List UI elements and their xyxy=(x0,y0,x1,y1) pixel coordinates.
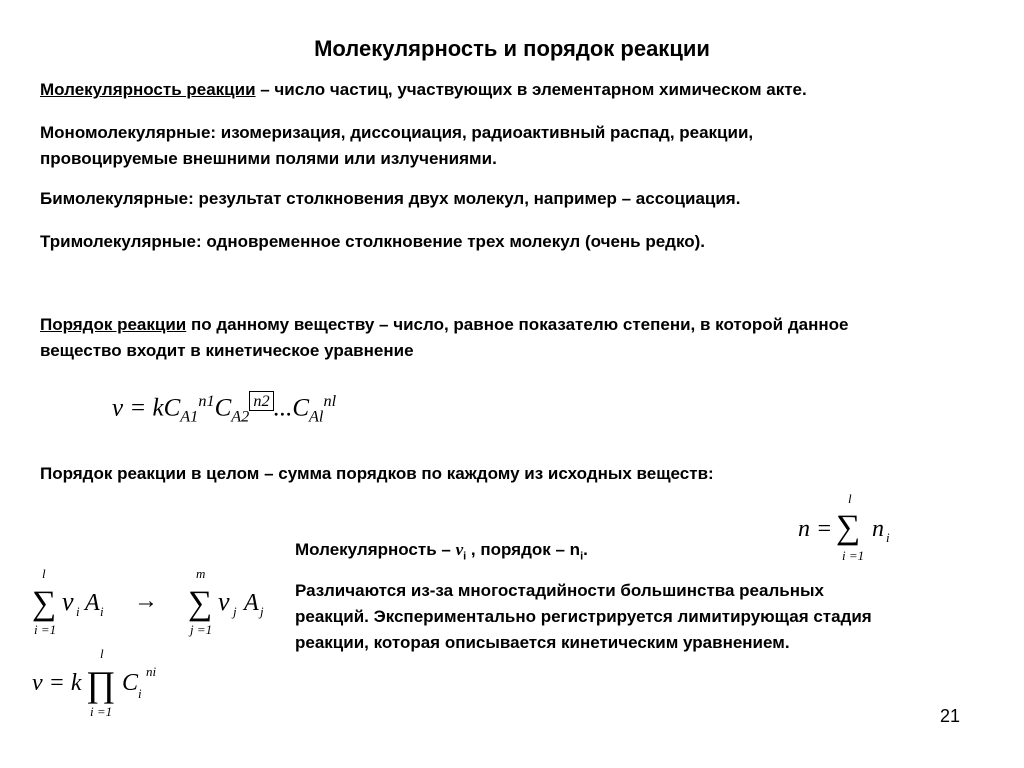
svg-text:l: l xyxy=(100,646,104,661)
order-paragraph xyxy=(40,312,848,364)
molecularity-order-note: Молекулярность – $\nu_i$ , порядок – $n_i$. xyxy=(295,540,588,563)
bi-paragraph: Бимолекулярные: результат столкновения двух молекул, например – ассоциация. xyxy=(40,189,741,208)
rate-equation: $v = kC_{A1}^{n1}C_{A2}^{n2}$ $...C_{Al}^{nl}$ xyxy=(112,392,337,426)
svg-text:ni: ni xyxy=(146,664,157,679)
svg-text:i: i xyxy=(138,686,142,701)
molecularity-definition xyxy=(40,77,807,103)
highlight-box: n2 xyxy=(249,391,273,411)
overall-order-paragraph: Порядок реакции в целом – сумма порядков по каждому из исходных веществ: xyxy=(40,464,714,483)
difference-line-1: Различаются из-за многостадийности большинства реальных xyxy=(295,581,824,600)
svg-text:v = k: v = k xyxy=(32,670,82,696)
svg-text:i =1: i =1 xyxy=(90,704,113,719)
svg-text:m: m xyxy=(196,566,206,581)
svg-text:i =1: i =1 xyxy=(34,622,57,637)
svg-text:n =: n = xyxy=(798,516,833,542)
difference-line-2: реакций. Экспериментально регистрируется лимитирующая стадия xyxy=(295,607,872,626)
svg-text:n: n xyxy=(872,516,884,542)
svg-text:C: C xyxy=(122,670,139,696)
svg-text:j: j xyxy=(260,604,264,619)
sigma-icon: ∑ xyxy=(32,585,57,622)
page-number: 21 xyxy=(939,706,960,726)
molecularity-text: – число частиц, участвующих в элементарном химическом акте. xyxy=(255,80,807,99)
order-term: Порядок реакции xyxy=(40,315,187,334)
svg-text:j: j xyxy=(233,604,237,619)
svg-text:i: i xyxy=(100,604,104,619)
product-equation xyxy=(30,642,180,722)
svg-text:i: i xyxy=(886,530,890,545)
svg-text:j =1: j =1 xyxy=(190,622,213,637)
arrow-icon: → xyxy=(134,588,158,614)
svg-text:i: i xyxy=(76,604,80,619)
difference-line-3: реакции, которая описывается кинетическим уравнением. xyxy=(295,633,790,652)
svg-text:ν: ν xyxy=(218,587,230,616)
svg-text:l: l xyxy=(42,566,46,581)
order-text-2: вещество входит в кинетическое уравнение xyxy=(40,341,414,360)
product-icon: ∏ xyxy=(86,664,116,704)
order-text-1: по данному веществу – число, равное показателю степени, в которой данное xyxy=(186,315,849,334)
mono-paragraph xyxy=(40,120,753,172)
tri-paragraph: Тримолекулярные: одновременное столкновение трех молекул (очень редко). xyxy=(40,232,706,251)
svg-text:A: A xyxy=(85,590,100,616)
molecularity-term: Молекулярность реакции xyxy=(40,80,256,99)
mono-line-2: провоцируемые внешними полями или излучениями. xyxy=(40,149,497,168)
sigma-icon: ∑ xyxy=(188,585,213,622)
sum-formula xyxy=(790,488,900,568)
svg-text:ν: ν xyxy=(62,587,74,616)
sigma-icon: ∑ xyxy=(836,509,861,546)
mono-line-1: Мономолекулярные: изомеризация, диссоциация, радиоактивный распад, реакции, xyxy=(40,123,754,142)
difference-paragraph xyxy=(295,578,872,656)
svg-text:i =1: i =1 xyxy=(842,548,865,563)
svg-text:l: l xyxy=(848,491,852,506)
reaction-equation xyxy=(30,560,280,640)
svg-text:A: A xyxy=(244,590,259,616)
page-title: Молекулярность и порядок реакции xyxy=(314,36,710,61)
